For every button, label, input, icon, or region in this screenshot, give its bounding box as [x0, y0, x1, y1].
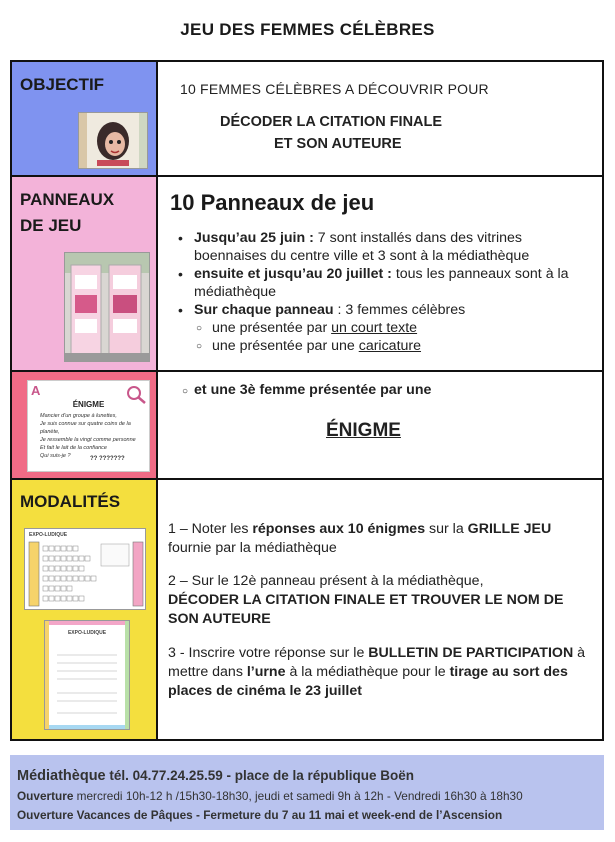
list-item: • Sur chaque panneau : 3 femmes célèbres ○ une présentée par un court texte ○ une présentée par une caricature — [170, 301, 590, 355]
magnifier-icon — [125, 384, 147, 404]
list-item: • Jusqu’au 25 juin : 7 sont installés dans des vitrines boennaises du centre ville et 3 sont à la médiathèque — [170, 229, 590, 265]
row-panneaux — [12, 177, 602, 372]
caricature-photo — [78, 112, 148, 169]
footer-hours: Ouverture mercredi 10h-12 h /15h30-18h30, jeudi et samedi 9h à 12h - Vendredi 16h30 à 18h30 — [17, 789, 523, 803]
bulletin-image: EXPO-LUDIQUE — [44, 620, 130, 730]
panneaux-heading: 10 Panneaux de jeu — [170, 190, 375, 215]
modalites-step-2: 2 – Sur le 12è panneau présent à la médiathèque, DÉCODER LA CITATION FINALE ET TROUVER LE NOM DE SON AUTEURE — [168, 573, 564, 627]
enigme-line: ○ et une 3è femme présentée par une — [182, 382, 432, 398]
footer-holidays: Ouverture Vacances de Pâques - Fermeture du 7 au 11 mai et week-end de l’Ascension — [17, 808, 503, 822]
panneaux-label: PANNEAUX DE JEU — [20, 190, 115, 235]
enigme-card-text: Mancier d'un groupe à lunettes, Je suis connue sur quatre coins de la planète, Je ressemble la vingt comme personne Et fait le lait de la confiance Qui suis-je ? — [40, 413, 136, 459]
list-item: • ensuite et jusqu’au 20 juillet : tous les panneaux sont à la médiathèque — [170, 265, 590, 301]
sub-list-item: ○ une présentée par une caricature — [190, 337, 590, 355]
panels-photo — [64, 252, 150, 362]
objectif-line-2: DÉCODER LA CITATION FINALE — [220, 114, 443, 130]
row-enigme — [12, 372, 602, 480]
panneaux-label-cell — [12, 177, 158, 370]
enigme-card-title: ÉNIGME — [72, 400, 105, 409]
enigme-card — [27, 380, 150, 472]
footer-contact: Médiathèque tél. 04.77.24.25.59 - place de la république Boën — [17, 768, 415, 784]
objectif-line-3: ET SON AUTEURE — [274, 136, 402, 152]
modalites-step-3: 3 - Inscrire votre réponse sur le BULLETIN DE PARTICIPATION à mettre dans l’urne à la médiathèque pour le tirage au sort des places de cinéma le 23 juillet — [168, 645, 586, 699]
sub-list-item: ○ une présentée par un court texte — [190, 319, 590, 337]
row-modalites — [12, 480, 602, 739]
panneaux-list — [170, 229, 590, 355]
enigme-card-letter: A — [31, 383, 41, 398]
row-objectif — [12, 62, 602, 177]
enigme-label-cell — [12, 372, 158, 478]
modalites-content — [158, 480, 602, 739]
enigme-card-answer: ?? ??????? — [90, 456, 125, 462]
enigme-word: ÉNIGME — [326, 420, 401, 441]
panneaux-content — [158, 177, 602, 370]
objectif-label: OBJECTIF — [20, 75, 105, 94]
objectif-label-cell — [12, 62, 158, 175]
info-table — [10, 60, 604, 741]
footer-info — [10, 755, 604, 830]
modalites-label-cell — [12, 480, 158, 739]
modalites-label: MODALITÉS — [20, 492, 121, 511]
grille-jeu-image: EXPO-LUDIQUE — [24, 528, 146, 610]
objectif-content — [158, 62, 602, 175]
objectif-line-1: 10 FEMMES CÉLÈBRES A DÉCOUVRIR POUR — [180, 81, 489, 97]
enigme-content — [158, 372, 602, 478]
modalites-step-1: 1 – Noter les réponses aux 10 énigmes sur la GRILLE JEU fournie par la médiathèque — [168, 521, 552, 556]
page-title: JEU DES FEMMES CÉLÈBRES — [180, 20, 435, 39]
